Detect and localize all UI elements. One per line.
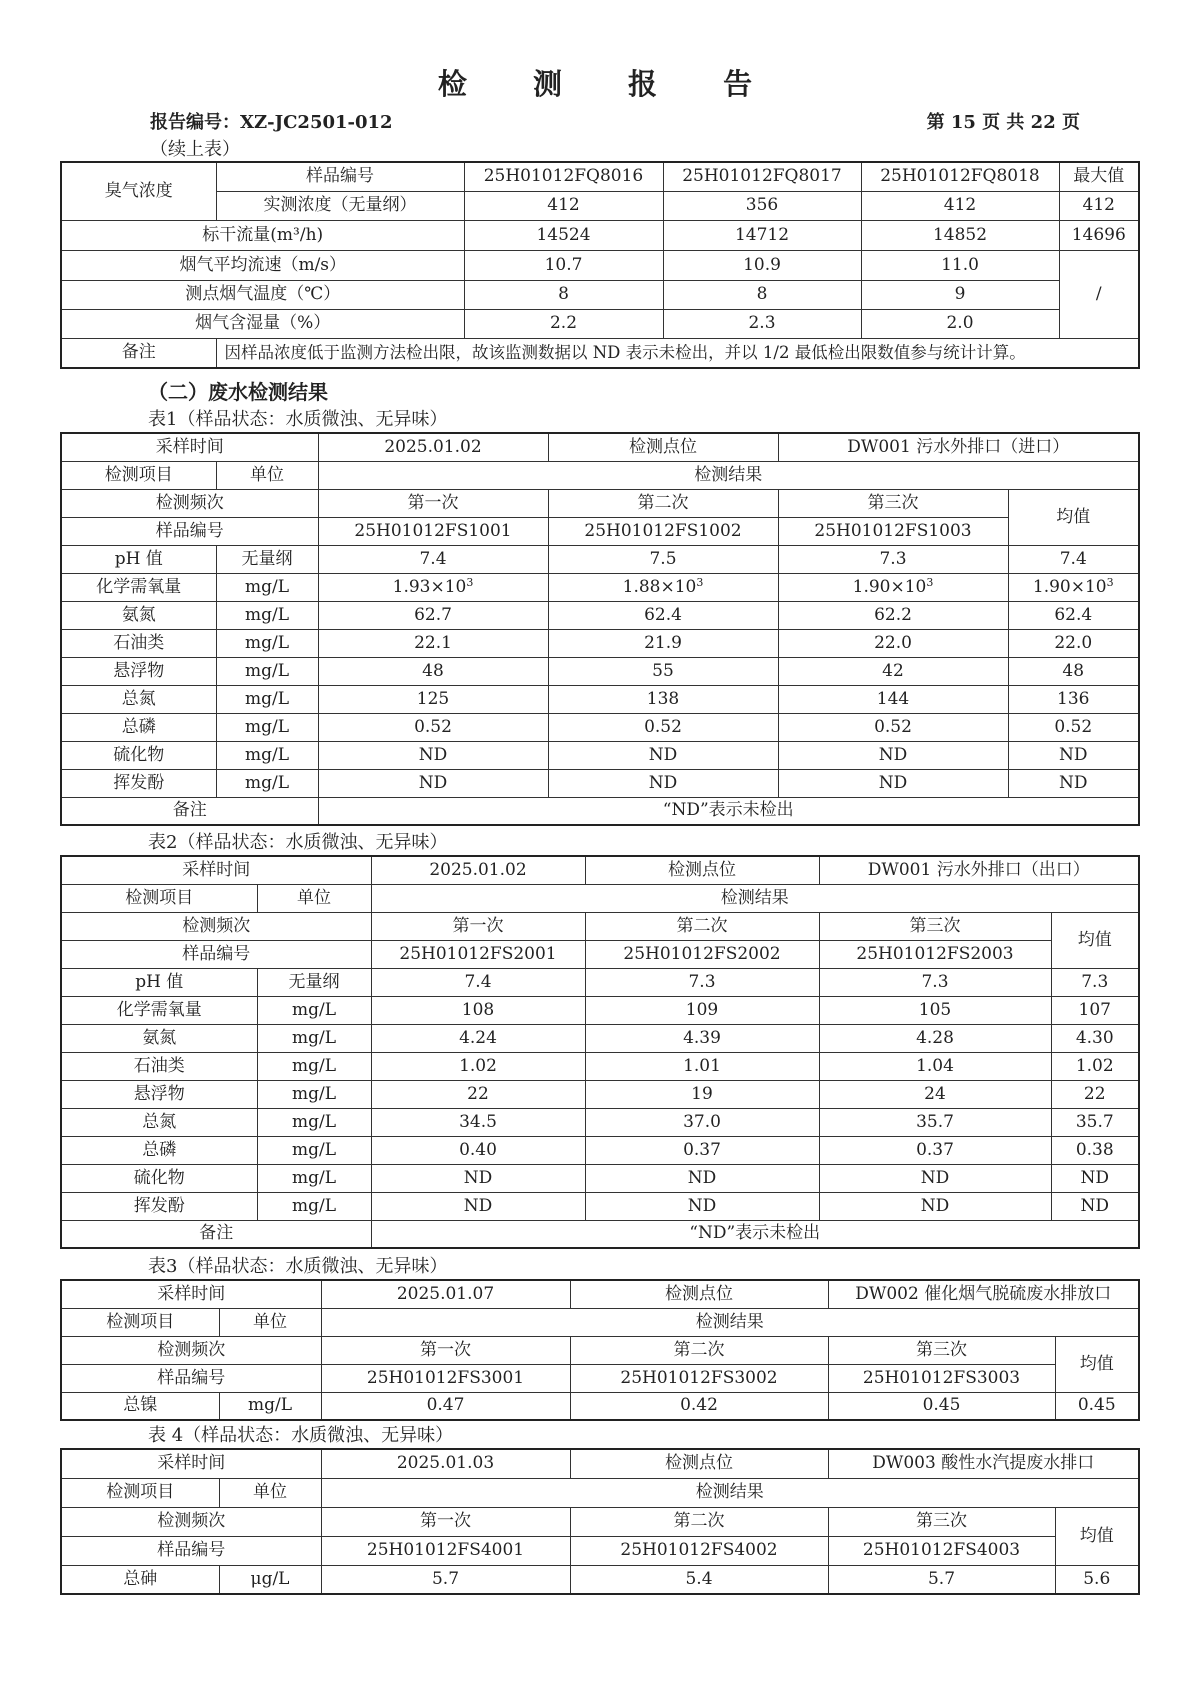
sample-no: 25H01012FS3001 bbox=[321, 1364, 570, 1392]
note-label: 备注 bbox=[61, 797, 318, 825]
item-name: 氨氮 bbox=[61, 1024, 257, 1052]
table3-caption: 表3（样品状态：水质微浊、无异味） bbox=[148, 1256, 448, 1277]
value: 24 bbox=[819, 1080, 1051, 1108]
value: 62.2 bbox=[778, 601, 1008, 629]
value: 5.4 bbox=[570, 1565, 828, 1594]
odor-max-label: 最大值 bbox=[1059, 162, 1139, 191]
mean-value: 0.38 bbox=[1051, 1136, 1139, 1164]
odor-sample: 25H01012FQ8016 bbox=[464, 162, 663, 191]
value: 34.5 bbox=[371, 1108, 585, 1136]
value: 19 bbox=[585, 1080, 819, 1108]
flow-max: 14696 bbox=[1059, 220, 1139, 250]
unit-label: 单位 bbox=[219, 1308, 321, 1336]
value: ND bbox=[585, 1192, 819, 1220]
temp-value: 9 bbox=[861, 280, 1059, 309]
sample-no-label: 样品编号 bbox=[61, 940, 371, 968]
sample-no: 25H01012FS2001 bbox=[371, 940, 585, 968]
nd-note: “ND”表示未检出 bbox=[318, 797, 1139, 825]
value: 7.3 bbox=[819, 968, 1051, 996]
unit: 无量纲 bbox=[216, 545, 318, 573]
unit: mg/L bbox=[216, 741, 318, 769]
sampling-time-label: 采样时间 bbox=[61, 433, 318, 461]
unit: mg/L bbox=[257, 1108, 371, 1136]
value: 48 bbox=[318, 657, 548, 685]
mean-value: 48 bbox=[1008, 657, 1139, 685]
unit: μg/L bbox=[219, 1565, 321, 1594]
detection-point-label: 检测点位 bbox=[585, 856, 819, 884]
sampling-date: 2025.01.07 bbox=[321, 1280, 570, 1308]
value: 35.7 bbox=[819, 1108, 1051, 1136]
value: 7.4 bbox=[318, 545, 548, 573]
moisture-value: 2.2 bbox=[464, 309, 663, 338]
mean-value: 0.52 bbox=[1008, 713, 1139, 741]
unit: mg/L bbox=[219, 1392, 321, 1420]
unit: mg/L bbox=[216, 713, 318, 741]
sample-no-label: 样品编号 bbox=[61, 1364, 321, 1392]
item-name: 总磷 bbox=[61, 713, 216, 741]
item-name: pH 值 bbox=[61, 545, 216, 573]
unit: mg/L bbox=[257, 996, 371, 1024]
value: 0.52 bbox=[318, 713, 548, 741]
mean-value: 22 bbox=[1051, 1080, 1139, 1108]
value: 7.4 bbox=[371, 968, 585, 996]
mean-value-sci: $1.90\times 10^3$ bbox=[1008, 573, 1139, 601]
unit: mg/L bbox=[257, 1192, 371, 1220]
velocity-label: 烟气平均流速（m/s） bbox=[61, 250, 464, 280]
continued-label: （续上表） bbox=[150, 139, 240, 160]
value: 108 bbox=[371, 996, 585, 1024]
unit-label: 单位 bbox=[216, 461, 318, 489]
note-label: 备注 bbox=[61, 338, 216, 368]
sample-no: 25H01012FS4002 bbox=[570, 1536, 828, 1565]
sampling-time-label: 采样时间 bbox=[61, 1449, 321, 1478]
sample-no-label: 样品编号 bbox=[61, 517, 318, 545]
mean-value: 0.45 bbox=[1055, 1392, 1139, 1420]
unit: mg/L bbox=[257, 1136, 371, 1164]
odor-sample: 25H01012FQ8018 bbox=[861, 162, 1059, 191]
item-label: 检测项目 bbox=[61, 1308, 219, 1336]
sampling-time-label: 采样时间 bbox=[61, 856, 371, 884]
value: ND bbox=[548, 769, 778, 797]
item-name: 氨氮 bbox=[61, 601, 216, 629]
item-name: pH 值 bbox=[61, 968, 257, 996]
frequency-label: 检测频次 bbox=[61, 912, 371, 940]
value: ND bbox=[318, 741, 548, 769]
value: 1.02 bbox=[371, 1052, 585, 1080]
value: 0.47 bbox=[321, 1392, 570, 1420]
mean-value: 1.02 bbox=[1051, 1052, 1139, 1080]
note-label: 备注 bbox=[61, 1220, 371, 1248]
flow-value: 14852 bbox=[861, 220, 1059, 250]
item-name: 硫化物 bbox=[61, 1164, 257, 1192]
value: 21.9 bbox=[548, 629, 778, 657]
sampling-date: 2025.01.02 bbox=[318, 433, 548, 461]
unit-label: 单位 bbox=[257, 884, 371, 912]
mean-value: ND bbox=[1051, 1192, 1139, 1220]
value: ND bbox=[819, 1164, 1051, 1192]
moisture-label: 烟气含湿量（%） bbox=[61, 309, 464, 338]
detection-point-label: 检测点位 bbox=[570, 1280, 828, 1308]
result-label: 检测结果 bbox=[318, 461, 1139, 489]
sample-no: 25H01012FS2003 bbox=[819, 940, 1051, 968]
unit: mg/L bbox=[216, 601, 318, 629]
sample-no: 25H01012FS1001 bbox=[318, 517, 548, 545]
velocity-value: 10.9 bbox=[663, 250, 861, 280]
frequency-label: 检测频次 bbox=[61, 1507, 321, 1536]
third-label: 第三次 bbox=[828, 1507, 1055, 1536]
item-label: 检测项目 bbox=[61, 884, 257, 912]
moisture-value: 2.3 bbox=[663, 309, 861, 338]
mean-value: 5.6 bbox=[1055, 1565, 1139, 1594]
unit: mg/L bbox=[257, 1024, 371, 1052]
table4-caption: 表 4（样品状态：水质微浊、无异味） bbox=[148, 1425, 454, 1446]
value: ND bbox=[371, 1164, 585, 1192]
sample-no: 25H01012FS1002 bbox=[548, 517, 778, 545]
unit: mg/L bbox=[216, 573, 318, 601]
item-name: 石油类 bbox=[61, 629, 216, 657]
value: 105 bbox=[819, 996, 1051, 1024]
section-title: （二）废水检测结果 bbox=[148, 380, 328, 404]
value: 7.3 bbox=[585, 968, 819, 996]
sampling-date: 2025.01.02 bbox=[371, 856, 585, 884]
sample-no: 25H01012FS4003 bbox=[828, 1536, 1055, 1565]
mean-value: 4.30 bbox=[1051, 1024, 1139, 1052]
item-name: 总镍 bbox=[61, 1392, 219, 1420]
value: ND bbox=[819, 1192, 1051, 1220]
item-label: 检测项目 bbox=[61, 1478, 219, 1507]
item-name: 挥发酚 bbox=[61, 1192, 257, 1220]
detection-point-label: 检测点位 bbox=[548, 433, 778, 461]
value: 0.45 bbox=[828, 1392, 1055, 1420]
value: ND bbox=[778, 741, 1008, 769]
unit: mg/L bbox=[257, 1164, 371, 1192]
measured-max: 412 bbox=[1059, 191, 1139, 220]
unit-label: 单位 bbox=[219, 1478, 321, 1507]
flow-label: 标干流量(m³/h) bbox=[61, 220, 464, 250]
report-number: 报告编号：XZ-JC2501-012 bbox=[150, 112, 393, 133]
detection-point: DW001 污水外排口（出口） bbox=[819, 856, 1139, 884]
measured-value: 412 bbox=[464, 191, 663, 220]
value: 144 bbox=[778, 685, 1008, 713]
sample-no: 25H01012FS4001 bbox=[321, 1536, 570, 1565]
item-name: 悬浮物 bbox=[61, 1080, 257, 1108]
mean-label: 均值 bbox=[1008, 489, 1139, 545]
mean-value: 136 bbox=[1008, 685, 1139, 713]
item-label: 检测项目 bbox=[61, 461, 216, 489]
mean-label: 均值 bbox=[1055, 1507, 1139, 1565]
item-name: 化学需氧量 bbox=[61, 996, 257, 1024]
value: 138 bbox=[548, 685, 778, 713]
sample-no: 25H01012FS3002 bbox=[570, 1364, 828, 1392]
odor-table bbox=[60, 161, 1140, 369]
page-info: 第 15 页 共 22 页 bbox=[926, 112, 1080, 133]
value: 0.40 bbox=[371, 1136, 585, 1164]
item-name: 总砷 bbox=[61, 1565, 219, 1594]
first-label: 第一次 bbox=[321, 1507, 570, 1536]
value: 7.5 bbox=[548, 545, 778, 573]
item-name: 悬浮物 bbox=[61, 657, 216, 685]
sample-no: 25H01012FS1003 bbox=[778, 517, 1008, 545]
mean-value: 7.3 bbox=[1051, 968, 1139, 996]
measured-value: 356 bbox=[663, 191, 861, 220]
value: 42 bbox=[778, 657, 1008, 685]
item-name: 挥发酚 bbox=[61, 769, 216, 797]
value: 5.7 bbox=[321, 1565, 570, 1594]
flow-value: 14524 bbox=[464, 220, 663, 250]
value: 0.42 bbox=[570, 1392, 828, 1420]
wastewater-table-3 bbox=[60, 1279, 1140, 1421]
value: 4.39 bbox=[585, 1024, 819, 1052]
item-name: 硫化物 bbox=[61, 741, 216, 769]
detection-point: DW002 催化烟气脱硫废水排放口 bbox=[828, 1280, 1139, 1308]
value: 22 bbox=[371, 1080, 585, 1108]
value: ND bbox=[778, 769, 1008, 797]
unit: 无量纲 bbox=[257, 968, 371, 996]
value: 22.0 bbox=[778, 629, 1008, 657]
item-name: 化学需氧量 bbox=[61, 573, 216, 601]
unit: mg/L bbox=[257, 1080, 371, 1108]
mean-value: 22.0 bbox=[1008, 629, 1139, 657]
detection-point: DW001 污水外排口（进口） bbox=[778, 433, 1139, 461]
second-label: 第二次 bbox=[585, 912, 819, 940]
measured-value: 412 bbox=[861, 191, 1059, 220]
value: 62.7 bbox=[318, 601, 548, 629]
table1-caption: 表1（样品状态：水质微浊、无异味） bbox=[148, 409, 448, 430]
report-title: 检 测 报 告 bbox=[437, 67, 781, 101]
wastewater-table-2 bbox=[60, 855, 1140, 1249]
value: 109 bbox=[585, 996, 819, 1024]
result-label: 检测结果 bbox=[371, 884, 1139, 912]
value: 22.1 bbox=[318, 629, 548, 657]
value: 7.3 bbox=[778, 545, 1008, 573]
value: 1.04 bbox=[819, 1052, 1051, 1080]
value: 1.01 bbox=[585, 1052, 819, 1080]
mean-label: 均值 bbox=[1051, 912, 1139, 968]
sampling-time-label: 采样时间 bbox=[61, 1280, 321, 1308]
table2-caption: 表2（样品状态：水质微浊、无异味） bbox=[148, 832, 448, 853]
unit: mg/L bbox=[216, 769, 318, 797]
moisture-value: 2.0 bbox=[861, 309, 1059, 338]
sample-no-label: 样品编号 bbox=[61, 1536, 321, 1565]
mean-value: 62.4 bbox=[1008, 601, 1139, 629]
mean-value: 7.4 bbox=[1008, 545, 1139, 573]
unit: mg/L bbox=[216, 685, 318, 713]
value-sci: $1.90\times 10^3$ bbox=[778, 573, 1008, 601]
result-label: 检测结果 bbox=[321, 1478, 1139, 1507]
detection-point-label: 检测点位 bbox=[570, 1449, 828, 1478]
second-label: 第二次 bbox=[570, 1507, 828, 1536]
item-name: 总磷 bbox=[61, 1136, 257, 1164]
value: 0.37 bbox=[585, 1136, 819, 1164]
mean-label: 均值 bbox=[1055, 1336, 1139, 1392]
item-name: 总氮 bbox=[61, 685, 216, 713]
third-label: 第三次 bbox=[828, 1336, 1055, 1364]
value: 62.4 bbox=[548, 601, 778, 629]
temp-value: 8 bbox=[663, 280, 861, 309]
first-label: 第一次 bbox=[318, 489, 548, 517]
value: 55 bbox=[548, 657, 778, 685]
measured-label: 实测浓度（无量纲） bbox=[216, 191, 464, 220]
first-label: 第一次 bbox=[321, 1336, 570, 1364]
temp-label: 测点烟气温度（℃） bbox=[61, 280, 464, 309]
wastewater-table-1 bbox=[60, 432, 1140, 826]
nd-note: “ND”表示未检出 bbox=[371, 1220, 1139, 1248]
velocity-value: 10.7 bbox=[464, 250, 663, 280]
mean-value: ND bbox=[1008, 769, 1139, 797]
third-label: 第三次 bbox=[778, 489, 1008, 517]
note-text: 因样品浓度低于监测方法检出限，故该监测数据以 ND 表示未检出，并以 1/2 最低检出限数值参与统计计算。 bbox=[216, 338, 1139, 368]
odor-sample-no-label: 样品编号 bbox=[216, 162, 464, 191]
value: 0.52 bbox=[548, 713, 778, 741]
value: 0.37 bbox=[819, 1136, 1051, 1164]
value: 5.7 bbox=[828, 1565, 1055, 1594]
second-label: 第二次 bbox=[570, 1336, 828, 1364]
value: 37.0 bbox=[585, 1108, 819, 1136]
mean-value: ND bbox=[1008, 741, 1139, 769]
temp-value: 8 bbox=[464, 280, 663, 309]
unit: mg/L bbox=[257, 1052, 371, 1080]
frequency-label: 检测频次 bbox=[61, 1336, 321, 1364]
detection-point: DW003 酸性水汽提废水排口 bbox=[828, 1449, 1139, 1478]
value: ND bbox=[585, 1164, 819, 1192]
value: 125 bbox=[318, 685, 548, 713]
frequency-label: 检测频次 bbox=[61, 489, 318, 517]
value: 4.28 bbox=[819, 1024, 1051, 1052]
value: ND bbox=[548, 741, 778, 769]
wastewater-table-4 bbox=[60, 1448, 1140, 1595]
value-sci: $1.93\times 10^3$ bbox=[318, 573, 548, 601]
result-label: 检测结果 bbox=[321, 1308, 1139, 1336]
unit: mg/L bbox=[216, 629, 318, 657]
value-sci: $1.88\times 10^3$ bbox=[548, 573, 778, 601]
flow-value: 14712 bbox=[663, 220, 861, 250]
odor-sample: 25H01012FQ8017 bbox=[663, 162, 861, 191]
second-label: 第二次 bbox=[548, 489, 778, 517]
slash-cell: / bbox=[1059, 250, 1139, 338]
third-label: 第三次 bbox=[819, 912, 1051, 940]
item-name: 总氮 bbox=[61, 1108, 257, 1136]
value: 4.24 bbox=[371, 1024, 585, 1052]
value: ND bbox=[371, 1192, 585, 1220]
odor-label: 臭气浓度 bbox=[61, 162, 216, 220]
velocity-value: 11.0 bbox=[861, 250, 1059, 280]
unit: mg/L bbox=[216, 657, 318, 685]
first-label: 第一次 bbox=[371, 912, 585, 940]
mean-value: 107 bbox=[1051, 996, 1139, 1024]
sample-no: 25H01012FS3003 bbox=[828, 1364, 1055, 1392]
sampling-date: 2025.01.03 bbox=[321, 1449, 570, 1478]
value: 0.52 bbox=[778, 713, 1008, 741]
mean-value: 35.7 bbox=[1051, 1108, 1139, 1136]
mean-value: ND bbox=[1051, 1164, 1139, 1192]
sample-no: 25H01012FS2002 bbox=[585, 940, 819, 968]
item-name: 石油类 bbox=[61, 1052, 257, 1080]
value: ND bbox=[318, 769, 548, 797]
